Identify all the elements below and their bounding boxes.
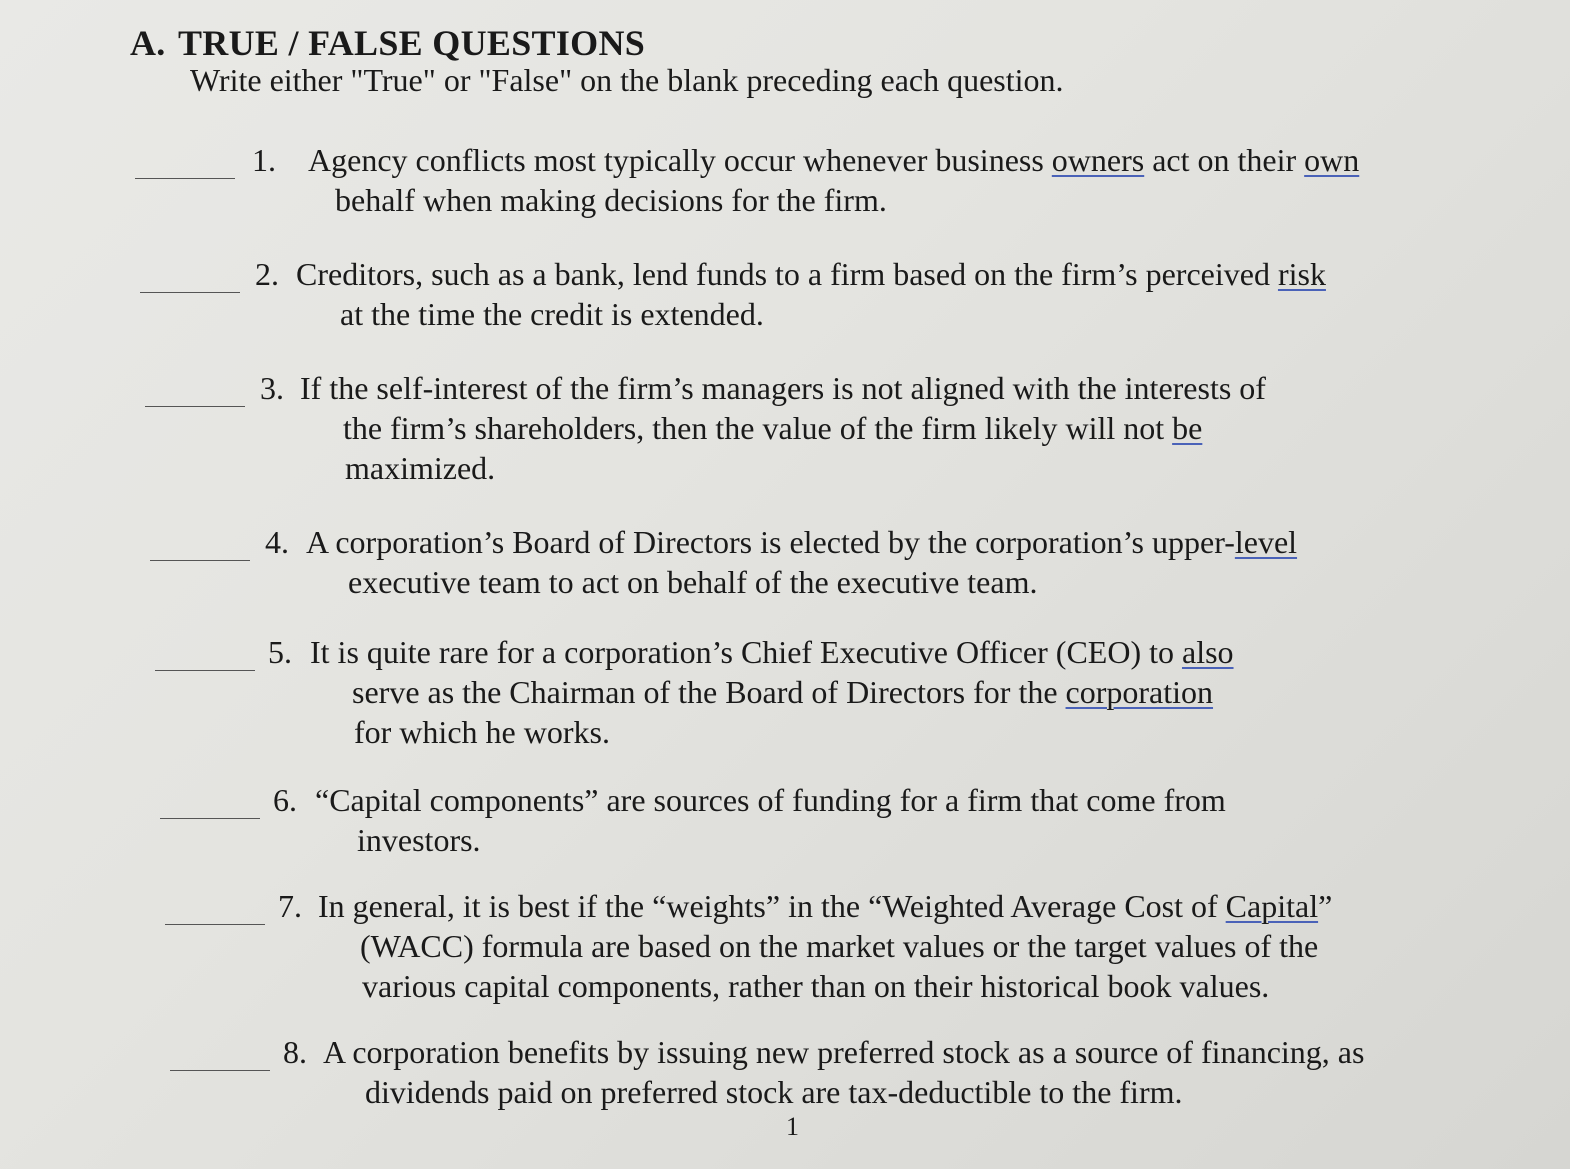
question-number: 1. [252,142,276,178]
section-heading [130,22,645,64]
question-number: 6. [273,782,297,818]
question-line: maximized. [345,450,496,486]
question-line: Agency conflicts most typically occur whenever business owners act on their own [308,142,1360,178]
question-number: 3. [260,370,284,406]
question-line: “Capital components” are sources of funding for a firm that come from [315,782,1226,818]
underlined-word: be [1172,410,1203,446]
question-line: for which he works. [354,714,610,750]
instructions-text: Write either "True" or "False" on the blank preceding each question. [190,62,1064,98]
question-line: serve as the Chairman of the Board of Directors for the corporation [352,674,1214,710]
question-line: investors. [357,822,481,858]
section-letter: A. [130,23,166,63]
underlined-word: level [1234,524,1298,560]
answer-blank-7[interactable] [165,924,265,925]
question-line: It is quite rare for a corporation’s Chief Executive Officer (CEO) to also [310,634,1234,670]
question-number: 2. [255,256,279,292]
question-line: Creditors, such as a bank, lend funds to a firm based on the firm’s perceived risk [296,256,1326,292]
underlined-word: own [1304,142,1360,178]
section-title: TRUE / FALSE QUESTIONS [178,23,646,63]
answer-blank-2[interactable] [140,292,240,293]
answer-blank-6[interactable] [160,818,260,819]
question-line: various capital components, rather than on their historical book values. [362,968,1270,1004]
question-line: at the time the credit is extended. [340,296,764,332]
answer-blank-5[interactable] [155,670,255,671]
question-number: 5. [268,634,292,670]
question-line: A corporation benefits by issuing new preferred stock as a source of financing, as [323,1034,1365,1070]
answer-blank-1[interactable] [135,178,235,179]
question-line: the firm’s shareholders, then the value of the firm likely will not be [343,410,1203,446]
question-line: dividends paid on preferred stock are tax-deductible to the firm. [365,1074,1183,1110]
page-number: 1 [786,1112,799,1141]
answer-blank-8[interactable] [170,1070,270,1071]
answer-blank-4[interactable] [150,560,250,561]
question-number: 7. [278,888,302,924]
question-line: In general, it is best if the “weights” in the “Weighted Average Cost of Capital” [318,888,1333,924]
question-line: A corporation’s Board of Directors is elected by the corporation’s upper-level [306,524,1298,560]
underlined-word: corporation [1065,674,1214,710]
question-line: If the self-interest of the firm’s managers is not aligned with the interests of [300,370,1266,406]
question-line: executive team to act on behalf of the executive team. [348,564,1038,600]
question-line: (WACC) formula are based on the market values or the target values of the [360,928,1319,964]
answer-blank-3[interactable] [145,406,245,407]
underlined-word: owners [1051,142,1145,178]
underlined-word: also [1181,634,1234,670]
question-number: 4. [265,524,289,560]
underlined-word: Capital [1225,888,1319,924]
question-line: behalf when making decisions for the firm. [335,182,887,218]
underlined-word: risk [1277,256,1326,292]
question-number: 8. [283,1034,307,1070]
